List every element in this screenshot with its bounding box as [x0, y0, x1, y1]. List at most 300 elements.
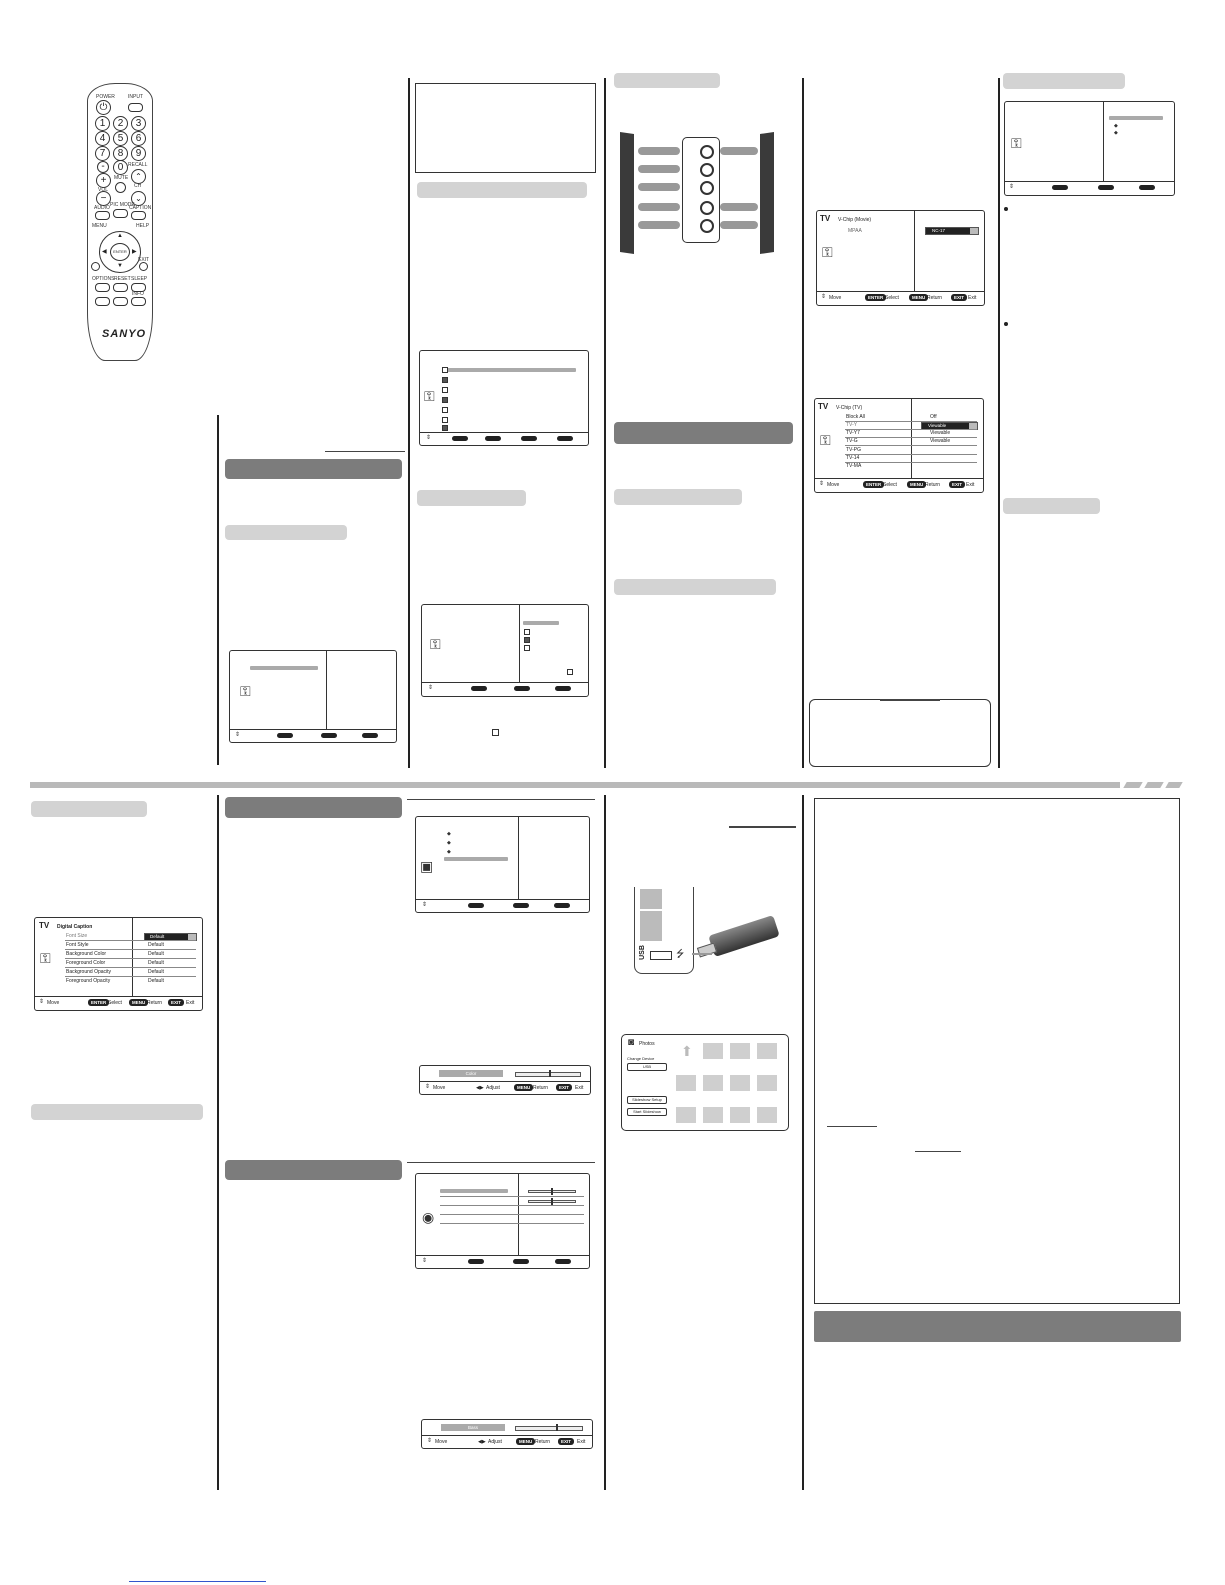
page-divider-dash: [1144, 782, 1163, 788]
column-rule: [604, 795, 606, 1490]
menu-row-rule: [65, 976, 196, 977]
tv-panel: [620, 132, 634, 254]
jack: [700, 201, 714, 215]
move-icon: ⇕: [422, 902, 428, 908]
usb-device-button[interactable]: USB: [627, 1063, 667, 1071]
footer-key: [555, 686, 571, 691]
menu-footer-rule: [817, 291, 984, 292]
menu-footer-rule: [230, 729, 396, 730]
footer-text: Move: [47, 1000, 60, 1006]
options-button: [95, 283, 110, 292]
dpad: [99, 231, 141, 273]
subsection-header-bar: [614, 489, 742, 505]
menu-row-label: TV-Y: [846, 422, 858, 428]
menu-title: Digital Caption: [57, 924, 93, 930]
column-rule: [217, 415, 219, 765]
remote-label: POWER: [96, 94, 115, 100]
menu-row-value: Default: [148, 960, 164, 966]
menu-row-rule: [65, 949, 196, 950]
spin-icon: [970, 228, 978, 234]
menu-row-value: Viewable: [930, 430, 951, 436]
move-icon: ⇕: [39, 999, 45, 1005]
remote-label: RESET: [114, 276, 131, 282]
column-rule: [217, 795, 219, 1490]
menu-row-rule: [845, 429, 977, 430]
adjust-label-box: [439, 1070, 503, 1077]
menu-row-label: Background Color: [66, 951, 107, 957]
subsection-header-bar: [614, 73, 720, 88]
section-header-bar: [614, 422, 793, 444]
footer-key: [362, 733, 378, 738]
slider-knob[interactable]: [556, 1424, 558, 1431]
remote-number-key: 4: [95, 131, 110, 146]
subsection-header-bar: [1003, 73, 1125, 89]
menu-key: MENU: [129, 999, 148, 1006]
usb-symbol-icon: ⭍: [676, 949, 685, 960]
picture-settings-icon: ▣: [420, 858, 434, 874]
up-folder-icon: ⬆: [681, 1043, 693, 1059]
menu-row-label: TV-G: [846, 438, 858, 444]
usb-stick: [708, 915, 779, 957]
footer-key: [514, 686, 530, 691]
rule: [407, 1162, 595, 1163]
bass-slider[interactable]: [515, 1426, 583, 1431]
checkbox: [442, 425, 448, 431]
remote-number-key: -: [97, 161, 109, 173]
footer-text: Move: [435, 1439, 448, 1445]
color-slider[interactable]: [515, 1072, 581, 1077]
footer-key: [452, 436, 468, 441]
usb-port: [650, 951, 672, 960]
remote-label: HELP: [136, 223, 150, 229]
footer-text: Exit: [186, 1000, 195, 1006]
column-rule: [604, 78, 606, 768]
jack: [700, 219, 714, 233]
footer-key: [277, 733, 293, 738]
footer-key: [468, 903, 484, 908]
menu-key: MENU: [909, 294, 928, 301]
footer-text: Select: [883, 482, 897, 488]
usb-connection-diagram: [632, 887, 792, 975]
menu-row-label: Font Style: [66, 942, 89, 948]
menu-highlight: [440, 1189, 508, 1193]
reset-button: [113, 283, 128, 292]
page-divider-dash: [1123, 782, 1142, 788]
adjust-label-box: [441, 1424, 505, 1431]
blank-button: [113, 297, 128, 306]
jack: [700, 145, 714, 159]
photo-thumbnail[interactable]: [676, 1107, 696, 1123]
footer-text: Return: [927, 295, 943, 301]
audio-button: [95, 211, 110, 220]
remote-label: INFO: [132, 291, 144, 297]
underline: [827, 1126, 877, 1127]
subsection-header-bar: [1003, 498, 1100, 514]
checkbox: [442, 397, 448, 403]
slider-knob[interactable]: [551, 1188, 553, 1195]
menu-row-rule: [845, 462, 977, 463]
photo-thumbnail[interactable]: [703, 1075, 723, 1091]
move-icon: ⇕: [427, 1438, 433, 1444]
menu-highlight: [1109, 116, 1163, 120]
checkbox: [442, 387, 448, 393]
footer-key: [1139, 185, 1155, 190]
subsection-header-bar: [417, 490, 526, 506]
footer-text: Adjust: [486, 1085, 500, 1091]
plug-left: [638, 183, 680, 191]
adjust-label: Color: [465, 1071, 477, 1076]
info-button: [131, 297, 146, 306]
slider-knob[interactable]: [551, 1198, 553, 1205]
rule: [729, 826, 796, 828]
exit-key: EXIT: [558, 1438, 574, 1445]
menu-highlight: [442, 368, 576, 372]
remote-label: RECALL: [128, 162, 148, 168]
subsection-header-bar: [31, 1104, 203, 1120]
osd-menu: [419, 350, 589, 446]
move-icon: ⇕: [1009, 184, 1015, 190]
menu-row-value: Off: [930, 414, 937, 420]
lock-icon: ⚿: [820, 432, 831, 448]
remote-label: EXIT: [138, 257, 150, 263]
photo-thumbnail[interactable]: [757, 1043, 777, 1059]
vol-down-icon: −: [96, 191, 111, 206]
note-box: [415, 83, 596, 173]
photo-thumbnail[interactable]: [757, 1075, 777, 1091]
down-arrow-icon: ▼: [117, 263, 123, 269]
adjust-arrows-icon: ◀▶: [478, 1439, 486, 1445]
menu-row-rule: [440, 1205, 584, 1206]
plug-left: [638, 165, 680, 173]
menu-row-value: Default: [148, 969, 164, 975]
menu-row-rule: [65, 967, 196, 968]
adjust-arrows-icon: ◀▶: [476, 1085, 484, 1091]
lock-icon: ⚿: [1011, 135, 1022, 151]
menu-row-rule: [845, 421, 977, 422]
vchip-movie-menu: [816, 210, 985, 306]
menu-row-label: Font Size: [66, 933, 88, 939]
mute-button: [115, 182, 126, 193]
menu-split: [326, 651, 327, 729]
menu-row-rule: [65, 958, 196, 959]
pic-mode-button: [113, 209, 128, 218]
remote-label: CAPTION: [129, 205, 152, 211]
photo-thumbnail[interactable]: [676, 1075, 696, 1091]
footer-key: [321, 733, 337, 738]
footer-key: [513, 1259, 529, 1264]
note-box-rule: [880, 699, 940, 701]
menu-key: MENU: [516, 1438, 535, 1445]
lock-icon: ⚿: [240, 683, 251, 699]
menu-row-label: Foreground Opacity: [66, 978, 111, 984]
remote-number-key: 6: [131, 131, 146, 146]
slider-knob[interactable]: [549, 1070, 551, 1077]
footer-key: [557, 436, 573, 441]
remote-number-key: 0: [113, 160, 128, 175]
footer-key: [513, 903, 529, 908]
osd-menu: [229, 650, 397, 743]
component-cable-diagram: [620, 133, 780, 253]
menu-row-label: TV-14: [846, 455, 860, 461]
menu-row-value: Default: [148, 942, 164, 948]
rule: [325, 451, 405, 452]
checkbox: [524, 637, 530, 643]
menu-key: MENU: [907, 481, 926, 488]
menu-row-rule: [65, 940, 196, 941]
remote-number-key: 2: [113, 116, 128, 131]
move-icon: ⇕: [819, 481, 825, 487]
footer-text: Exit: [577, 1439, 586, 1445]
remote-number-key: 7: [95, 146, 110, 161]
port-block: [640, 889, 662, 909]
footer-text: Move: [433, 1085, 446, 1091]
footer-key: [555, 1259, 571, 1264]
enter-button: ENTER: [110, 243, 130, 261]
menu-split: [519, 605, 520, 682]
slideshow-setup-button[interactable]: Slideshow Setup: [627, 1096, 667, 1104]
menu-split: [914, 211, 915, 291]
move-icon: ⇕: [425, 1084, 431, 1090]
menu-row-label: TV-MA: [846, 463, 862, 469]
left-arrow-icon: ◀: [102, 249, 107, 255]
footer-text: Move: [827, 482, 840, 488]
footer-text: Return: [535, 1439, 551, 1445]
help-button: [139, 262, 148, 271]
jack: [700, 181, 714, 195]
photo-thumbnail[interactable]: [757, 1107, 777, 1123]
column-rule: [408, 78, 410, 768]
menu-row-value: Viewable: [930, 438, 951, 444]
subsection-header-bar: [225, 525, 347, 540]
plug-right: [720, 221, 758, 229]
enter-key: ENTER: [88, 999, 109, 1006]
menu-row-label: TV-PG: [846, 447, 862, 453]
rule: [407, 799, 595, 800]
power-icon: ⏻: [96, 100, 111, 115]
menu-footer-rule: [420, 432, 588, 433]
up-arrow-icon: ▲: [117, 233, 123, 239]
photo-thumbnail[interactable]: [703, 1107, 723, 1123]
link-underline: [129, 1581, 266, 1582]
checkbox: [442, 377, 448, 383]
caption-button: [131, 211, 146, 220]
menu-row-label: Background Opacity: [66, 969, 112, 975]
radio-dot: ◆: [447, 849, 451, 855]
footer-text: Select: [885, 295, 899, 301]
warranty-box: [814, 798, 1180, 1304]
remote-label: CH: [134, 183, 142, 189]
vchip-tv-menu: [814, 398, 984, 493]
remote-label: SLEEP: [131, 276, 148, 282]
move-icon: ⇕: [235, 732, 241, 738]
exit-key: EXIT: [949, 481, 965, 488]
menu-footer-rule: [416, 899, 589, 900]
bass-adjust-bar: [421, 1419, 593, 1449]
menu-footer-rule: [420, 1081, 590, 1082]
photo-thumbnail[interactable]: [730, 1043, 750, 1059]
footer-key: [485, 436, 501, 441]
enter-key: ENTER: [865, 294, 886, 301]
section-header-bar: [225, 459, 402, 479]
tv-label: TV: [818, 402, 829, 411]
photo-thumbnail[interactable]: [703, 1043, 723, 1059]
move-icon: ⇕: [426, 435, 432, 441]
value-select[interactable]: [925, 227, 979, 235]
footer-text: Return: [925, 482, 941, 488]
footer-text: Return: [147, 1000, 163, 1006]
camera-icon: ◙: [628, 1037, 635, 1048]
change-device-label: Change Device: [627, 1056, 655, 1061]
column-rule: [802, 78, 804, 768]
menu-footer-rule: [422, 682, 588, 683]
lock-icon: ⚿: [424, 388, 435, 404]
value-text: Default: [150, 934, 165, 939]
checkbox: [567, 669, 573, 675]
checkbox: [524, 645, 530, 651]
audio-slider[interactable]: [528, 1190, 576, 1193]
move-icon: ⇕: [422, 1258, 428, 1264]
footer-key: [468, 1259, 484, 1264]
menu-row-label: TV-Y7: [846, 430, 860, 436]
subsection-header-bar: [417, 182, 587, 198]
photo-thumbnail[interactable]: [730, 1075, 750, 1091]
osd-menu: [415, 816, 590, 913]
menu-row-value: Default: [148, 951, 164, 957]
footer-key: [471, 686, 487, 691]
menu-footer-rule: [422, 1435, 592, 1436]
brand-logo: SANYO: [102, 328, 147, 340]
input-button: [128, 103, 143, 112]
remote-label: VOL: [98, 187, 109, 193]
value-text: Viewable: [928, 423, 947, 428]
ch-up-icon: ⌃: [131, 169, 146, 184]
menu-footer-rule: [815, 478, 983, 479]
footer-text: Return: [533, 1085, 549, 1091]
device-panel: [760, 132, 774, 254]
page-divider: [30, 782, 1120, 788]
remote-label: MENU: [92, 223, 107, 229]
enter-key: ENTER: [863, 481, 884, 488]
vol-up-icon: +: [96, 173, 111, 188]
tv-label: TV: [820, 214, 831, 223]
remote-label: OPTIONS: [92, 276, 115, 282]
page-divider-dash: [1165, 782, 1182, 788]
osd-menu: [1004, 101, 1175, 196]
adjust-label: Bass: [467, 1425, 478, 1430]
menu-row-value: Default: [148, 978, 164, 984]
exit-key: EXIT: [951, 294, 967, 301]
menu-split: [911, 399, 912, 478]
footer-key: [554, 903, 570, 908]
note-box: [809, 699, 991, 767]
photos-screen: [621, 1034, 789, 1131]
menu-subtitle: MPAA: [848, 228, 862, 234]
subsection-header-bar: [614, 579, 776, 595]
remote-number-key: 1: [95, 116, 110, 131]
port-block: [640, 911, 662, 941]
remote-control-illustration: [87, 83, 153, 361]
radio-dot: ◆: [1114, 130, 1118, 136]
menu-highlight: [250, 666, 318, 670]
menu-highlight: [444, 857, 508, 861]
usb-port-label: USB: [638, 945, 646, 960]
footer-key: [521, 436, 537, 441]
footer-key: [1052, 185, 1068, 190]
lock-icon: ⚿: [430, 636, 441, 652]
checkbox: [524, 629, 530, 635]
checkbox: [442, 367, 448, 373]
radio-dot: ◆: [1114, 123, 1118, 129]
plug-left: [638, 203, 680, 211]
menu-split: [1103, 102, 1104, 181]
menu-footer-rule: [1005, 181, 1174, 182]
menu-row-rule: [440, 1196, 584, 1197]
usb-stick-plug: [697, 942, 717, 957]
remote-label: AUDIO: [94, 205, 110, 211]
photo-thumbnail[interactable]: [730, 1107, 750, 1123]
footer-key: [1098, 185, 1114, 190]
menu-title: V-Chip (Movie): [838, 217, 872, 223]
menu-row-rule: [845, 454, 977, 455]
move-icon: ⇕: [821, 294, 827, 300]
radio-dot: ◆: [447, 831, 451, 837]
radio-dot: ◆: [447, 840, 451, 846]
remote-label: PIC MODE: [110, 202, 135, 208]
footer-text: Adjust: [488, 1439, 502, 1445]
photos-title: Photos: [639, 1041, 655, 1047]
bullet-icon: [1004, 207, 1008, 211]
start-slideshow-button[interactable]: Start Slideshow: [627, 1108, 667, 1116]
menu-highlight: [523, 621, 559, 625]
footer-text: Exit: [966, 482, 975, 488]
footer-text: Move: [829, 295, 842, 301]
bullet-icon: [1004, 322, 1008, 326]
remote-number-key: 9: [131, 146, 146, 161]
osd-menu: [415, 1173, 590, 1269]
menu-footer-rule: [416, 1255, 589, 1256]
menu-button: [91, 262, 100, 271]
menu-split: [518, 817, 519, 899]
plug-right: [720, 203, 758, 211]
menu-split: [132, 918, 133, 996]
blank-button: [95, 297, 110, 306]
color-adjust-bar: [419, 1065, 591, 1095]
section-header-bar: [225, 797, 402, 818]
column-rule: [998, 78, 1000, 768]
checkbox: [442, 417, 448, 423]
caption-settings-icon: ⚿: [40, 950, 51, 966]
insert-arrow: [692, 953, 712, 955]
audio-slider[interactable]: [528, 1200, 576, 1203]
checkbox-symbol: [492, 729, 499, 736]
plug-left: [638, 147, 680, 155]
right-arrow-icon: ▶: [132, 249, 137, 255]
footer-text: Exit: [968, 295, 977, 301]
section-header-bar: [814, 1311, 1181, 1342]
menu-row-rule: [440, 1214, 584, 1215]
menu-row-rule: [440, 1223, 584, 1224]
remote-number-key: 3: [131, 116, 146, 131]
column-rule: [802, 795, 804, 1490]
menu-footer-rule: [35, 996, 202, 997]
menu-title: V-Chip (TV): [836, 405, 863, 411]
digital-caption-menu: [34, 917, 203, 1011]
checkbox: [442, 407, 448, 413]
value-text: NC-17: [932, 228, 946, 233]
remote-number-key: 8: [113, 146, 128, 161]
subsection-header-bar: [31, 801, 147, 817]
menu-row-rule: [845, 437, 977, 438]
